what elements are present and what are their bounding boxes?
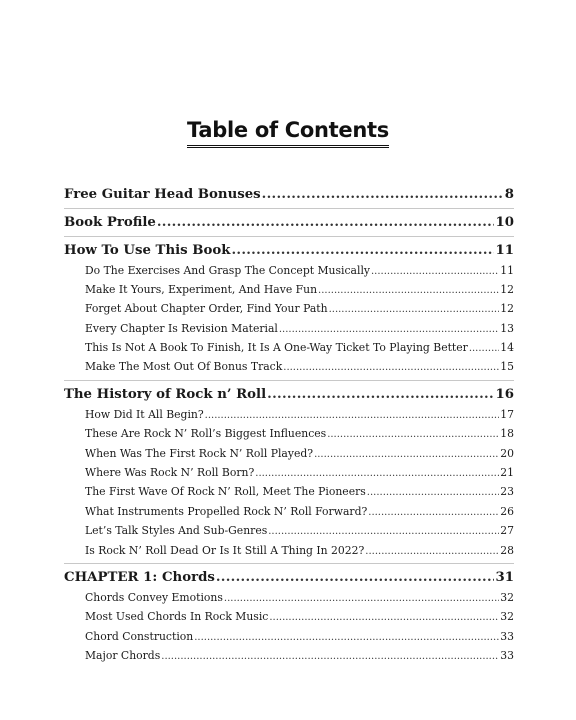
toc-entry-page-number: 31 [495, 569, 514, 585]
dot-leader [224, 588, 499, 607]
dot-leader [255, 463, 499, 482]
toc-subentry[interactable] [64, 444, 514, 463]
toc-subentry[interactable] [64, 482, 514, 501]
toc-subentry-page-number: 27 [500, 524, 514, 538]
toc-section [64, 564, 514, 669]
dot-leader [314, 444, 499, 463]
toc-subentry-label: Forget About Chapter Order, Find Your Path [85, 302, 328, 316]
dot-leader [269, 607, 499, 626]
dot-leader [216, 568, 495, 588]
toc-subentry-label: Chord Construction [85, 629, 194, 643]
toc-entry-page-number: 16 [495, 386, 514, 402]
toc-subentry-page-number: 23 [500, 485, 514, 499]
toc-subentry-page-number: 13 [500, 321, 514, 335]
dot-leader [161, 646, 499, 665]
toc-subentry[interactable] [64, 405, 514, 424]
toc-section [64, 209, 514, 237]
toc-entry[interactable] [64, 185, 514, 205]
toc-subentry-label: Is Rock N’ Roll Dead Or Is It Still A Thing In 2022? [85, 543, 365, 557]
dot-leader [368, 502, 499, 521]
toc-subentry-label: Make It Yours, Experiment, And Have Fun [85, 282, 318, 296]
toc-entry[interactable] [64, 568, 514, 588]
toc-subentry-page-number: 32 [500, 590, 514, 604]
toc-entry-label: Book Profile [64, 214, 156, 230]
toc-entry-page-number: 11 [495, 242, 514, 258]
toc-subentry-label: When Was The First Rock N’ Roll Played? [85, 446, 314, 460]
toc-subentry-page-number: 14 [500, 341, 514, 355]
toc-subentry-label: Do The Exercises And Grasp The Concept Musically [85, 263, 370, 277]
toc-subentry[interactable] [64, 502, 514, 521]
toc-entry[interactable] [64, 241, 514, 261]
toc-subentry[interactable] [64, 541, 514, 560]
toc-entry-label: How To Use This Book [64, 242, 231, 258]
toc-subentry-label: This Is Not A Book To Finish, It Is A One-Way Ticket To Playing Better [85, 341, 468, 355]
toc-subentry-page-number: 33 [500, 649, 514, 663]
toc-subentry-label: Most Used Chords In Rock Music [85, 610, 269, 624]
dot-leader [262, 185, 504, 205]
toc-subentry-page-number: 15 [500, 360, 514, 374]
toc-subentry[interactable] [64, 646, 514, 665]
toc-subentry-page-number: 20 [500, 446, 514, 460]
toc-subentry[interactable] [64, 607, 514, 626]
title-wrap [0, 118, 576, 148]
toc-subentry[interactable] [64, 261, 514, 280]
toc-entry[interactable] [64, 213, 514, 233]
toc-subentry-label: Let’s Talk Styles And Sub-Genres [85, 524, 268, 538]
toc-subentry[interactable] [64, 319, 514, 338]
toc-subentry-label: Chords Convey Emotions [85, 590, 223, 604]
dot-leader [367, 482, 499, 501]
dot-leader [318, 280, 499, 299]
toc-subentry-label: Where Was Rock N’ Roll Born? [85, 466, 255, 480]
toc-subentry[interactable] [64, 627, 514, 646]
dot-leader [231, 241, 494, 261]
dot-leader [194, 627, 499, 646]
toc-entry-label: The History of Rock n’ Roll [64, 386, 267, 402]
toc-subentry-page-number: 17 [500, 407, 514, 421]
toc-section [64, 381, 514, 564]
toc-subentry[interactable] [64, 463, 514, 482]
toc-section [64, 181, 514, 209]
toc-entry-page-number: 8 [504, 186, 514, 202]
toc-subentry[interactable] [64, 521, 514, 540]
toc-section [64, 237, 514, 381]
toc-subentry-page-number: 11 [500, 263, 514, 277]
dot-leader [157, 213, 495, 233]
toc-subentry[interactable] [64, 588, 514, 607]
toc-entry[interactable] [64, 385, 514, 405]
dot-leader [283, 357, 499, 376]
toc-subentry[interactable] [64, 280, 514, 299]
toc-subentry-label: Make The Most Out Of Bonus Track [85, 360, 283, 374]
toc-subentry-label: What Instruments Propelled Rock N’ Roll Forward? [85, 504, 368, 518]
toc-subentry-page-number: 33 [500, 629, 514, 643]
toc-subentry-label: Every Chapter Is Revision Material [85, 321, 278, 335]
toc-subentry-label: These Are Rock N’ Roll’s Biggest Influences [85, 427, 327, 441]
toc-subentry-page-number: 12 [500, 302, 514, 316]
toc-subentry-page-number: 18 [500, 427, 514, 441]
dot-leader [365, 541, 499, 560]
toc-entry-label: Free Guitar Head Bonuses [64, 186, 261, 202]
toc-subentry[interactable] [64, 424, 514, 443]
table-of-contents [64, 181, 514, 669]
toc-subentry-label: How Did It All Begin? [85, 407, 204, 421]
toc-subentry-page-number: 28 [500, 543, 514, 557]
dot-leader [267, 385, 494, 405]
toc-subentry[interactable] [64, 338, 514, 357]
toc-subentry-label: Major Chords [85, 649, 161, 663]
toc-entry-page-number: 10 [495, 214, 514, 230]
toc-subentry-label: The First Wave Of Rock N’ Roll, Meet The Pioneers [85, 485, 366, 499]
toc-subentry[interactable] [64, 357, 514, 376]
toc-subentry[interactable] [64, 299, 514, 318]
page-title: Table of Contents [187, 118, 389, 148]
toc-entry-label: CHAPTER 1: Chords [64, 569, 215, 585]
dot-leader [329, 299, 500, 318]
toc-subentry-page-number: 26 [500, 504, 514, 518]
toc-subentry-page-number: 32 [500, 610, 514, 624]
toc-subentry-page-number: 12 [500, 282, 514, 296]
dot-leader [268, 521, 499, 540]
dot-leader [371, 261, 499, 280]
dot-leader [327, 424, 499, 443]
dot-leader [205, 405, 500, 424]
dot-leader [469, 338, 499, 357]
toc-subentry-page-number: 21 [500, 466, 514, 480]
dot-leader [279, 319, 499, 338]
